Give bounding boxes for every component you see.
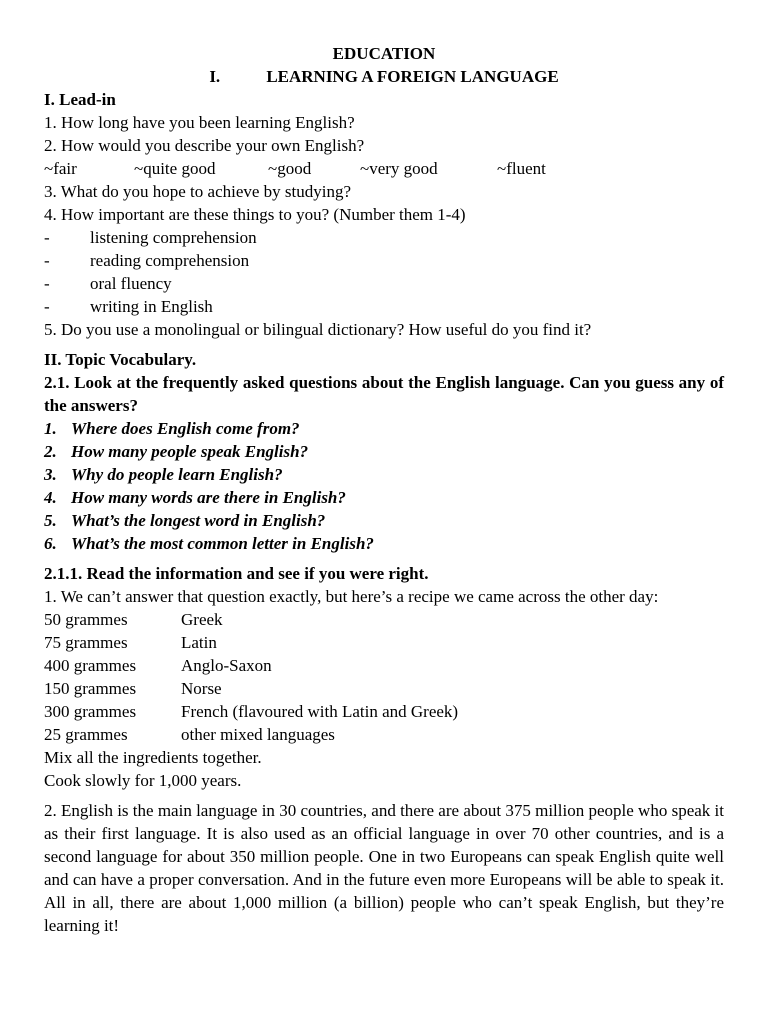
recipe-row: 400 grammes Anglo-Saxon [44,656,272,675]
topic-vocabulary-heading: II. Topic Vocabulary. [44,350,197,369]
lead-in-question-4: 4. How important are these things to you? (Number them 1-4) [44,205,466,224]
list-item: - listening comprehension [44,228,257,247]
lead-in-question-5: 5. Do you use a monolingual or bilingual dictionary? How useful do you find it? [44,320,592,339]
paragraph-2: 2. English is the main language in 30 countries, and there are about 375 million people who speak it as their first language. It is also used as an official language in over 70 other countries, and is a second language for about 350 million people. One in two Europeans can speak English quite well and can have a proper conversation. And in the future even more Europeans will be able to speak it. All in all, there are about 1,000 million (a billion) people who can’t speak English, but they’re learning it! [44,801,724,935]
faq-instruction: 2.1. Look at the frequently asked questions about the English language. Can you guess any of the answers? [44,373,724,415]
recipe-row: 25 grammes other mixed languages [44,725,335,744]
recipe-cook: Cook slowly for 1,000 years. [44,771,242,790]
lead-in-heading: I. Lead-in [44,90,116,109]
faq-list [44,417,724,555]
section-title [44,65,724,88]
recipe-row: 150 grammes Norse [44,679,222,698]
recipe-row: 50 grammes Greek [44,610,223,629]
level-choices [44,157,724,180]
lead-in-question-2: 2. How would you describe your own English? [44,136,365,155]
list-item: - oral fluency [44,274,172,293]
list-item: - reading comprehension [44,251,250,270]
choice-option: ~quite good [134,159,216,178]
choice-option: ~good [268,159,312,178]
section-number: I. [209,67,221,86]
recipe-mix: Mix all the ingredients together. [44,748,262,767]
choice-option: ~fair [44,159,77,178]
document-page [44,42,724,937]
list-item: - writing in English [44,297,213,316]
list-item: 5. What’s the longest word in English? [44,511,326,530]
list-item: 4. How many words are there in English? [44,488,346,507]
skills-list [44,226,724,318]
section-title-text: LEARNING A FOREIGN LANGUAGE [266,67,559,86]
choice-option: ~fluent [497,159,546,178]
list-item: 3. Why do people learn English? [44,465,283,484]
recipe-list [44,608,724,746]
recipe-row: 300 grammes French (flavoured with Latin and Greek) [44,702,459,721]
document-title: EDUCATION [332,44,436,63]
recipe-intro: 1. We can’t answer that question exactly, but here’s a recipe we came across the other day: [44,587,659,606]
lead-in-question-3: 3. What do you hope to achieve by studying? [44,182,352,201]
list-item: 6. What’s the most common letter in English? [44,534,374,553]
choice-option: ~very good [360,159,438,178]
list-item: 2. How many people speak English? [44,442,309,461]
list-item: 1. Where does English come from? [44,419,300,438]
reading-heading: 2.1.1. Read the information and see if you were right. [44,564,429,583]
recipe-row: 75 grammes Latin [44,633,217,652]
lead-in-question-1: 1. How long have you been learning English? [44,113,355,132]
